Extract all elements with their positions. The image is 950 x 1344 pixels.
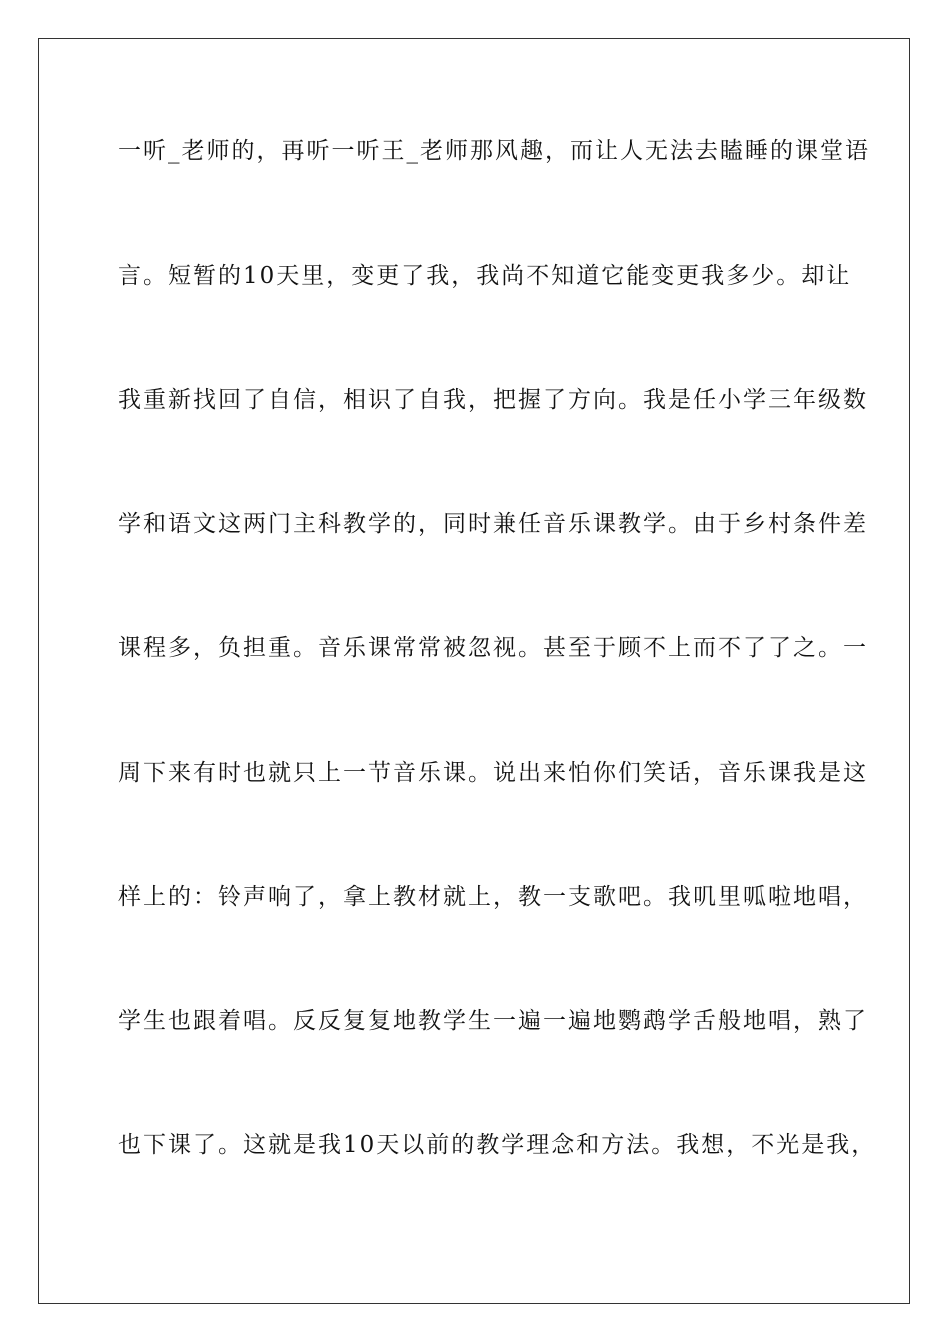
body-text-line-2: 言。短暂的10天里，变更了我，我尚不知道它能变更我多少。却让 — [118, 263, 852, 289]
body-text-line-5: 课程多，负担重。音乐课常常被忽视。甚至于顾不上而不了了之。一 — [118, 635, 868, 661]
body-text-line-6: 周下来有时也就只上一节音乐课。说出来怕你们笑话，音乐课我是这 — [118, 760, 868, 786]
page-border — [38, 38, 910, 1304]
body-text-line-9: 也下课了。这就是我10天以前的教学理念和方法。我想，不光是我， — [118, 1132, 877, 1158]
body-text-line-1: 一听_老师的，再听一听王_老师那风趣，而让人无法去瞌睡的课堂语 — [118, 138, 870, 164]
body-text-line-7: 样上的：铃声响了，拿上教材就上，教一支歌吧。我叽里呱啦地唱， — [118, 884, 868, 910]
body-text-line-4: 学和语文这两门主科教学的，同时兼任音乐课教学。由于乡村条件差 — [118, 511, 868, 537]
body-text-line-3: 我重新找回了自信，相识了自我，把握了方向。我是任小学三年级数 — [118, 387, 868, 413]
body-text-line-8: 学生也跟着唱。反反复复地教学生一遍一遍地鹦鹉学舌般地唱，熟了 — [118, 1008, 868, 1034]
